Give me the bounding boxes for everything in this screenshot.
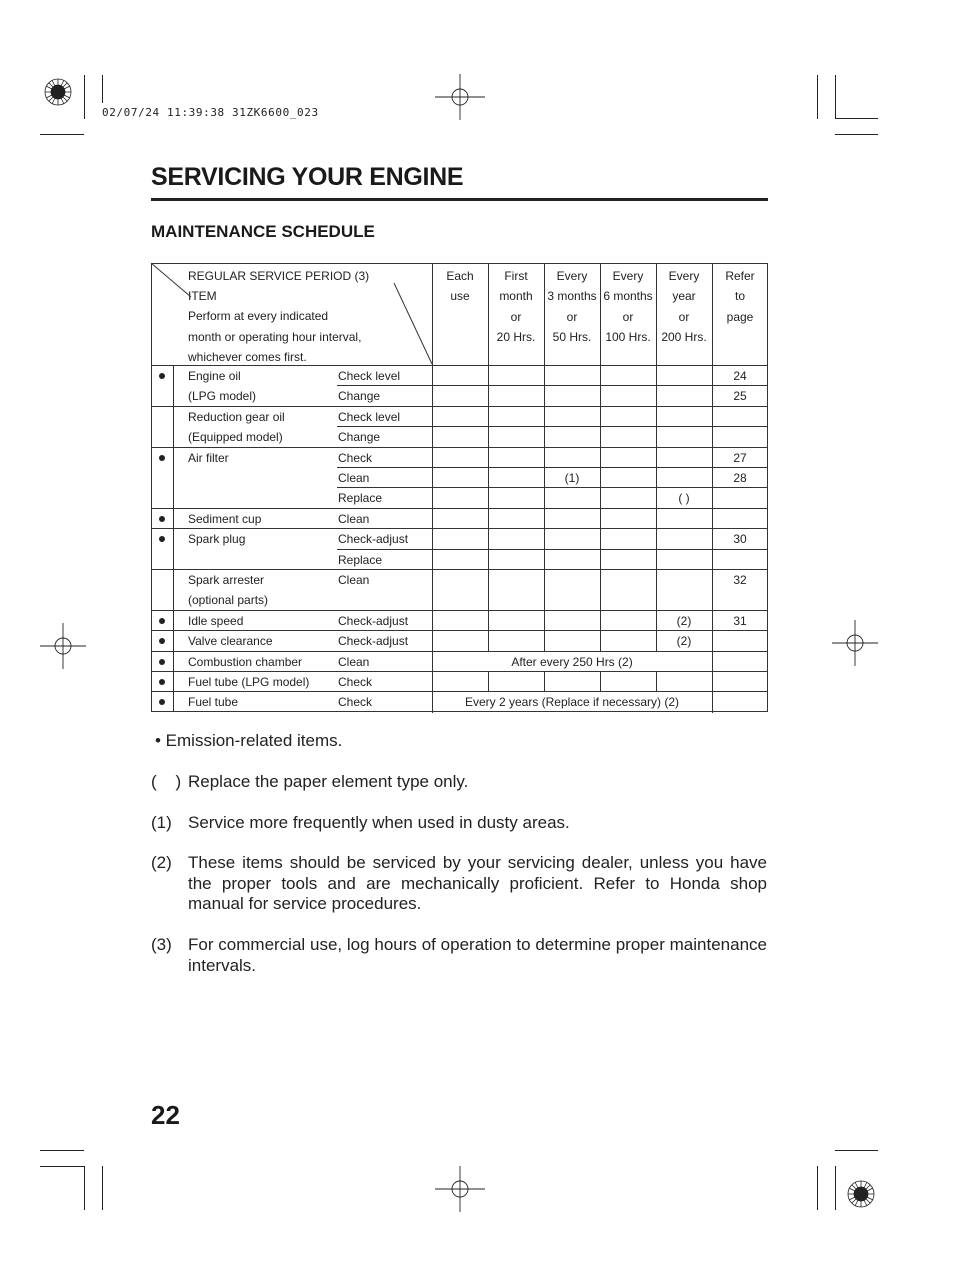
refer-page: 31 <box>733 613 747 628</box>
grid-line <box>488 365 489 386</box>
header-column-label: 200 Hrs. <box>661 330 707 345</box>
top-center-crosshair-icon <box>435 74 485 120</box>
header-column-label: page <box>726 309 754 324</box>
grid-line <box>544 365 545 386</box>
note-marker: (1) <box>151 813 172 832</box>
header-column-label: or <box>510 309 522 324</box>
item-name: Fuel tube <box>188 695 239 710</box>
header-column-label: or <box>566 309 578 324</box>
emission-bullet-icon <box>159 679 165 685</box>
grid-line <box>337 487 768 488</box>
grid-line <box>544 385 545 406</box>
item-name: (Equipped model) <box>188 430 283 445</box>
item-action: Clean <box>338 471 370 485</box>
item-name: Air filter <box>188 450 229 465</box>
header-column-label: 6 months <box>603 289 653 304</box>
note-paper-element <box>151 772 768 794</box>
grid-line <box>600 365 601 386</box>
table-border <box>151 263 768 264</box>
grid-line <box>544 508 545 529</box>
item-action: Change <box>338 430 381 445</box>
grid-line <box>432 467 433 488</box>
grid-line <box>712 426 713 447</box>
grid-line <box>173 365 174 712</box>
grid-line <box>544 528 545 549</box>
grid-line <box>432 528 433 549</box>
grid-line <box>544 447 545 468</box>
grid-line <box>432 447 433 468</box>
grid-line <box>600 447 601 468</box>
header-column-label: Refer <box>725 269 755 283</box>
item-action: Clean <box>338 511 370 526</box>
grid-line <box>337 549 768 550</box>
item-name: (optional parts) <box>188 593 269 608</box>
maintenance-schedule-table <box>151 263 768 712</box>
item-name: Fuel tube (LPG model) <box>188 675 310 689</box>
header-column-label: Every <box>668 269 700 283</box>
note-marker: (2) <box>151 853 172 872</box>
item-action: Clean <box>338 573 370 587</box>
grid-line <box>432 569 433 590</box>
grid-line <box>600 406 601 427</box>
grid-line <box>600 610 601 631</box>
header-note-line: whichever comes first. <box>188 350 307 364</box>
grid-line <box>488 630 489 651</box>
grid-line <box>488 406 489 427</box>
grid-line <box>600 426 601 447</box>
emission-bullet-icon <box>159 373 165 379</box>
item-name: Sediment cup <box>188 511 262 526</box>
grid-line <box>600 487 601 508</box>
right-crosshair-icon <box>832 620 878 666</box>
item-action: Check-adjust <box>338 532 409 547</box>
grid-line <box>151 528 768 529</box>
header-column-label: to <box>734 289 745 304</box>
grid-line <box>712 487 713 508</box>
interval-mark: (1) <box>564 471 580 485</box>
header-column-label: use <box>450 289 470 304</box>
item-name: Combustion chamber <box>188 654 303 669</box>
grid-line <box>544 406 545 427</box>
emission-bullet-icon <box>159 536 165 542</box>
emission-bullet-icon <box>159 699 165 705</box>
grid-line <box>151 447 768 448</box>
item-action: Check <box>338 675 373 689</box>
note-text: These items should be serviced by your servicing dealer, unless you have the proper tools and are mechanically proficient. Refer to Honda shop manual for service procedures. <box>188 853 767 913</box>
grid-line <box>432 365 433 386</box>
grid-line <box>712 671 713 692</box>
grid-line <box>432 610 433 631</box>
grid-line <box>656 671 657 692</box>
grid-line <box>712 651 713 672</box>
grid-line <box>544 487 545 508</box>
subsection-title: MAINTENANCE SCHEDULE <box>151 222 375 241</box>
header-column-label: Every <box>556 269 588 283</box>
bottom-right-crop-target-icon <box>843 1177 879 1211</box>
grid-line <box>712 691 713 712</box>
left-crosshair-icon <box>40 623 86 669</box>
grid-line <box>544 549 545 570</box>
table-border <box>151 263 152 712</box>
header-note-line: month or operating hour interval, <box>188 330 362 344</box>
section-title: SERVICING YOUR ENGINE <box>151 163 464 191</box>
grid-line <box>712 630 713 651</box>
grid-line <box>656 447 657 468</box>
grid-line <box>488 263 489 365</box>
grid-line <box>656 385 657 406</box>
item-action: Check-adjust <box>338 613 409 628</box>
grid-line <box>544 589 545 610</box>
interval-span-text: Every 2 years (Replace if necessary) (2) <box>464 695 680 710</box>
grid-line <box>600 630 601 651</box>
grid-line <box>656 365 657 386</box>
bottom-center-crosshair-icon <box>435 1166 485 1212</box>
header-column-label: Every <box>612 269 644 283</box>
grid-line <box>656 528 657 549</box>
grid-line <box>656 589 657 610</box>
interval-mark: ( ) <box>678 491 690 506</box>
grid-line <box>432 406 433 427</box>
refer-page: 24 <box>733 369 747 383</box>
grid-line <box>432 508 433 529</box>
item-name: Spark plug <box>188 532 246 547</box>
emission-bullet-icon <box>159 638 165 644</box>
grid-line <box>432 549 433 570</box>
item-action: Check <box>338 695 373 710</box>
header-column-label: or <box>622 309 634 324</box>
grid-line <box>151 610 768 611</box>
grid-line <box>544 263 545 365</box>
header-column-label: or <box>678 309 690 324</box>
grid-line <box>432 263 433 365</box>
header-item-label: ITEM <box>188 289 217 303</box>
grid-line <box>488 549 489 570</box>
header-column-label: 50 Hrs. <box>552 330 592 345</box>
grid-line <box>656 426 657 447</box>
header-rule <box>151 365 768 366</box>
grid-line <box>488 671 489 692</box>
item-name: Idle speed <box>188 613 244 628</box>
refer-page: 30 <box>733 532 747 547</box>
item-name: Valve clearance <box>188 634 273 649</box>
item-action: Change <box>338 389 381 404</box>
header-column-label: First <box>504 269 528 283</box>
title-rule <box>151 198 768 201</box>
grid-line <box>432 630 433 651</box>
interval-mark: (2) <box>676 634 692 649</box>
grid-line <box>600 569 601 590</box>
grid-line <box>600 671 601 692</box>
grid-line <box>151 651 768 652</box>
item-action: Replace <box>338 552 383 567</box>
grid-line <box>337 467 768 468</box>
item-action: Check <box>338 450 373 465</box>
refer-page: 25 <box>733 389 747 404</box>
grid-line <box>656 569 657 590</box>
grid-line <box>600 385 601 406</box>
top-left-crop-target-icon <box>40 75 90 115</box>
grid-line <box>544 671 545 692</box>
item-action: Check level <box>338 409 401 424</box>
note-text: For commercial use, log hours of operation to determine proper maintenance intervals. <box>188 935 767 975</box>
note-text: Replace the paper element type only. <box>188 772 469 791</box>
item-name: Engine oil <box>188 369 241 383</box>
grid-line <box>544 630 545 651</box>
item-name: Reduction gear oil <box>188 409 285 424</box>
emission-bullet-icon <box>159 618 165 624</box>
grid-line <box>712 549 713 570</box>
grid-line <box>656 549 657 570</box>
interval-mark: (2) <box>676 613 692 628</box>
header-column-label: month <box>499 289 533 304</box>
item-name: (LPG model) <box>188 389 257 404</box>
grid-line <box>600 467 601 488</box>
grid-line <box>712 589 713 610</box>
emission-bullet-icon <box>159 516 165 522</box>
header-note-line: Perform at every indicated <box>188 309 329 323</box>
grid-line <box>337 385 768 386</box>
grid-line <box>544 569 545 590</box>
page-number: 22 <box>151 1100 180 1130</box>
item-action: Check-adjust <box>338 634 409 649</box>
item-action: Replace <box>338 491 383 506</box>
header-column-label: 100 Hrs. <box>605 330 651 345</box>
grid-line <box>151 569 768 570</box>
item-name: Spark arrester <box>188 573 265 587</box>
header-column-label: Each <box>446 269 474 283</box>
grid-line <box>712 263 713 365</box>
grid-line <box>488 467 489 488</box>
grid-line <box>488 610 489 631</box>
refer-page: 32 <box>733 573 747 587</box>
grid-line <box>337 426 768 427</box>
emission-bullet-icon <box>159 455 165 461</box>
grid-line <box>432 487 433 508</box>
item-action: Clean <box>338 654 370 669</box>
grid-line <box>544 426 545 447</box>
note-marker: ( ) <box>151 772 182 791</box>
grid-line <box>656 263 657 365</box>
grid-line <box>600 263 601 365</box>
note-marker: (3) <box>151 935 172 954</box>
grid-line <box>488 426 489 447</box>
grid-line <box>151 671 768 672</box>
note-text: • Emission-related items. <box>155 731 343 750</box>
grid-line <box>151 691 768 692</box>
grid-line <box>600 528 601 549</box>
header-column-label: 20 Hrs. <box>496 330 536 345</box>
emission-bullet-icon <box>159 659 165 665</box>
grid-line <box>712 508 713 529</box>
header-period-label: REGULAR SERVICE PERIOD (3) <box>188 269 370 283</box>
note-2 <box>151 853 768 917</box>
grid-line <box>432 589 433 610</box>
grid-line <box>656 508 657 529</box>
grid-line <box>544 610 545 631</box>
grid-line <box>151 630 768 631</box>
grid-line <box>488 569 489 590</box>
grid-line <box>600 549 601 570</box>
grid-line <box>712 406 713 427</box>
note-1 <box>151 813 768 835</box>
grid-line <box>656 406 657 427</box>
grid-line <box>151 508 768 509</box>
header-column-label: year <box>672 289 696 304</box>
note-3 <box>151 935 768 979</box>
interval-span-text: After every 250 Hrs (2) <box>511 654 633 669</box>
grid-line <box>432 426 433 447</box>
grid-line <box>600 589 601 610</box>
grid-line <box>488 487 489 508</box>
print-timestamp: 02/07/24 11:39:38 31ZK6600_023 <box>102 106 319 119</box>
note-text: Service more frequently when used in dusty areas. <box>188 813 570 832</box>
grid-line <box>488 385 489 406</box>
grid-line <box>656 467 657 488</box>
grid-line <box>488 447 489 468</box>
item-action: Check level <box>338 369 401 383</box>
refer-page: 28 <box>733 471 747 485</box>
refer-page: 27 <box>733 450 747 465</box>
grid-line <box>488 508 489 529</box>
grid-line <box>151 406 768 407</box>
header-diagonal-lines <box>151 263 433 365</box>
note-emission <box>151 731 768 753</box>
table-border <box>151 711 768 712</box>
grid-line <box>600 508 601 529</box>
grid-line <box>432 385 433 406</box>
grid-line <box>488 589 489 610</box>
grid-line <box>432 671 433 692</box>
header-column-label: 3 months <box>547 289 597 304</box>
grid-line <box>488 528 489 549</box>
